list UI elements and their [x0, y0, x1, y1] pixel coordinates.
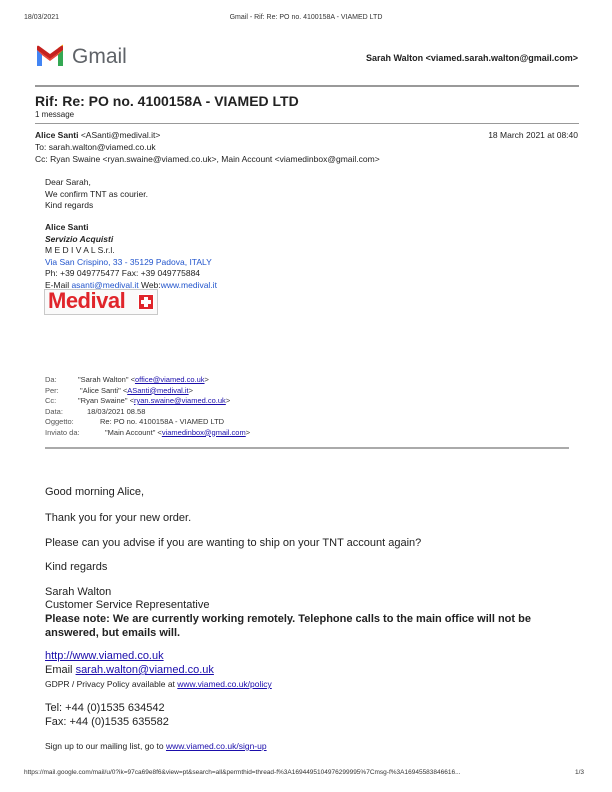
gmail-logo: [35, 44, 65, 73]
message-count: 1 message: [35, 110, 75, 119]
print-title: Gmail - Rif: Re: PO no. 4100158A - VIAMED LTD: [229, 14, 383, 21]
forward-divider: [45, 447, 569, 449]
sender: [35, 130, 160, 140]
sig-contact: E-Mail asanti@medival.it Web:www.medival.it: [45, 279, 217, 290]
header-divider: [35, 85, 579, 87]
orig-website: [45, 650, 164, 662]
account-info: Sarah Walton <viamed.sarah.walton@gmail.com>: [365, 53, 578, 63]
subject-title: Rif: Re: PO no. 4100158A - VIAMED LTD: [35, 93, 299, 109]
sig-company: M E D I V A L S.r.l.: [45, 245, 115, 255]
sig-role: Servizio Acquisti: [45, 233, 114, 244]
orig-email: Email sarah.walton@viamed.co.uk: [45, 664, 214, 676]
orig-name: Sarah Walton: [45, 586, 112, 598]
medival-logo-text: Medival: [48, 288, 126, 313]
forward-to: Per: "Alice Santi" <ASanti@medival.it>: [45, 385, 194, 395]
orig-fax: Fax: +44 (0)1535 635582: [45, 716, 169, 728]
print-date: 18/03/2021: [24, 14, 60, 21]
sig-web-link[interactable]: www.medival.it: [160, 279, 217, 290]
orig-tel: Tel: +44 (0)1535 634542: [45, 702, 165, 714]
orig-thanks: Thank you for your new order.: [45, 512, 192, 524]
sender-name: Alice Santi: [35, 130, 79, 140]
subject-divider: [35, 123, 579, 124]
sig-phone: Ph: +39 049775477 Fax: +39 049775884: [45, 268, 201, 278]
orig-question: Please can you advise if you are wanting to ship on your TNT account again?: [45, 537, 422, 549]
orig-role: Customer Service Representative: [45, 599, 210, 611]
signup-link[interactable]: www.viamed.co.uk/sign-up: [165, 741, 267, 751]
forward-from-link[interactable]: office@viamed.co.uk: [134, 375, 205, 384]
orig-greeting: Good morning Alice,: [45, 486, 145, 498]
orig-gdpr: GDPR / Privacy Policy available at www.viamed.co.uk/policy: [45, 679, 272, 689]
medival-logo: [44, 289, 158, 315]
reply-signature: [45, 222, 217, 291]
sender-email: <ASanti@medival.it>: [80, 130, 161, 140]
forward-meta: [45, 375, 250, 438]
forward-sent-by: Inviato da: "Main Account" <viamedinbox@gmail.com>: [45, 427, 251, 437]
footer-url: https://mail.google.com/mail/u/0?ik=97ca69e8f6&view=pt&search=all&permthid=thread-f%3A1694495104976299995%7Cmsg-f%3A16945583846616...: [24, 769, 461, 776]
orig-regards: Kind regards: [45, 561, 108, 573]
policy-link[interactable]: www.viamed.co.uk/policy: [177, 679, 272, 689]
forward-cc-link[interactable]: ryan.swaine@viamed.co.uk: [133, 396, 226, 405]
forward-to-link[interactable]: ASanti@medival.it: [127, 385, 189, 395]
website-link[interactable]: http://www.viamed.co.uk: [45, 650, 164, 662]
forward-date: Data: 18/03/2021 08.58: [45, 406, 146, 416]
email-link[interactable]: sarah.walton@viamed.co.uk: [75, 664, 214, 676]
forward-cc: Cc: "Ryan Swaine" <ryan.swaine@viamed.co.uk>: [45, 396, 231, 405]
cc-line: Cc: Ryan Swaine <ryan.swaine@viamed.co.uk>, Main Account <viamedinbox@gmail.com>: [35, 154, 380, 164]
sig-address[interactable]: Via San Crispino, 33 - 35129 Padova, ITALY: [45, 256, 212, 267]
forward-from: Da: "Sarah Walton" <office@viamed.co.uk>: [45, 375, 209, 384]
gmail-wordmark: Gmail: [72, 45, 127, 68]
sig-name: Alice Santi: [45, 222, 89, 232]
footer-page: 1/3: [574, 769, 584, 776]
reply-line: We confirm TNT as courier.: [45, 188, 148, 199]
orig-note: Please note: We are currently working remotely. Telephone calls to the main office will not be answered, but emails will.: [45, 613, 531, 639]
reply-line: Kind regards: [45, 200, 94, 210]
forward-subject: Oggetto: Re: PO no. 4100158A - VIAMED LTD: [45, 417, 225, 426]
forward-sent-by-link[interactable]: viamedinbox@gmail.com: [161, 427, 246, 437]
swiss-cross-icon: [138, 294, 154, 310]
reply-body: [45, 177, 148, 212]
reply-line: Dear Sarah,: [45, 177, 91, 187]
to-line: To: sarah.walton@viamed.co.uk: [35, 142, 156, 152]
message-date: 18 March 2021 at 08:40: [488, 130, 578, 140]
sig-email-link[interactable]: asanti@medival.it: [71, 279, 139, 290]
orig-signup: Sign up to our mailing list, go to www.viamed.co.uk/sign-up: [45, 741, 267, 751]
gmail-icon: [35, 44, 65, 68]
